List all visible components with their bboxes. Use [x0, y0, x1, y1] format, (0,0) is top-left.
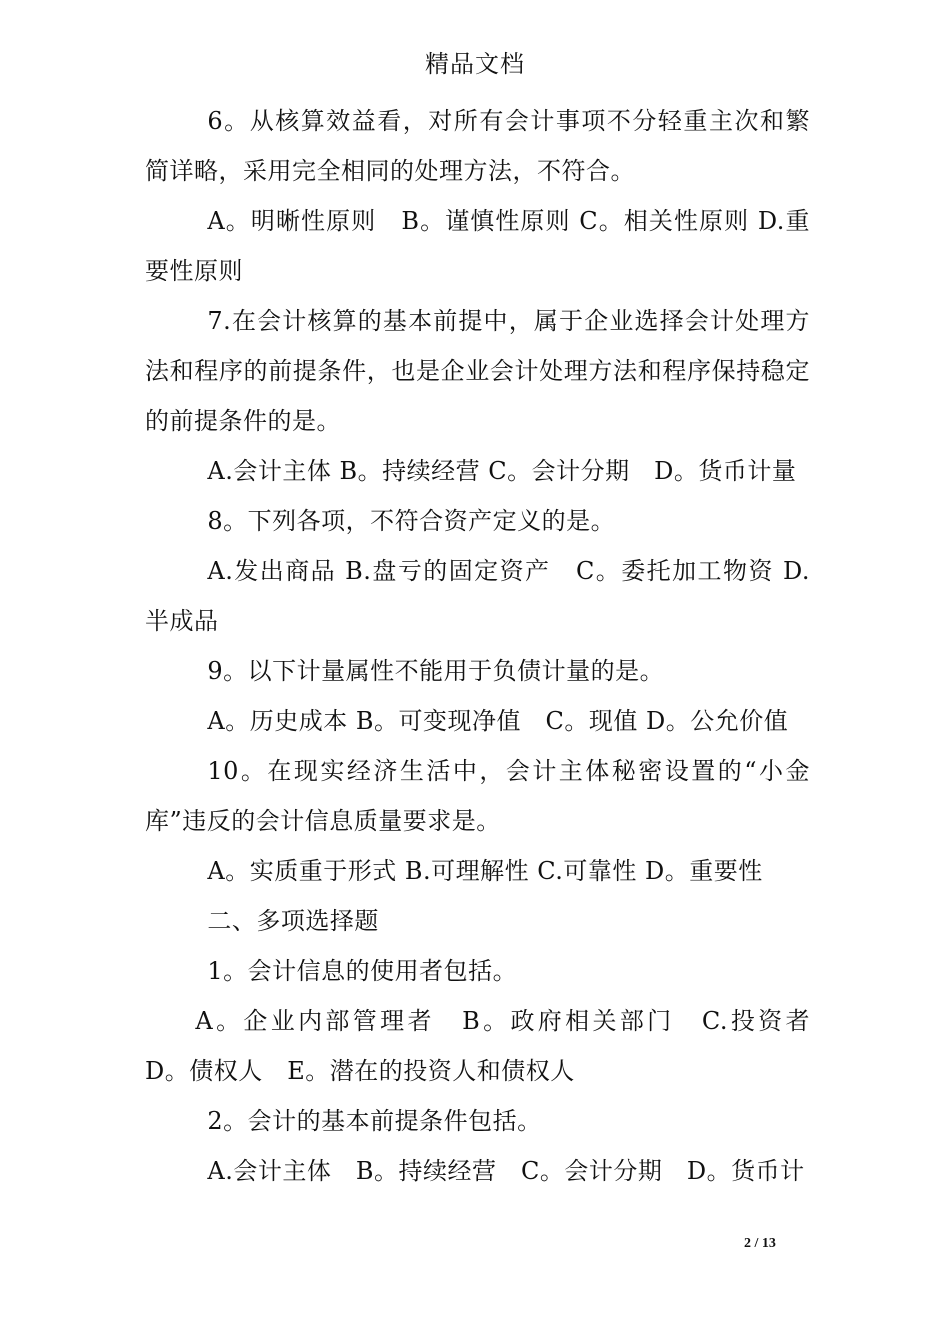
question-10-options: A。实质重于形式 B.可理解性 C.可靠性 D。重要性: [207, 857, 763, 885]
question-7-options: A.会计主体 B。持续经营 C。会计分期 D。货币计量: [207, 457, 797, 485]
mc-question-2-options: A.会计主体 B。持续经营 C。会计分期 D。货币计: [207, 1157, 805, 1185]
question-8-options: A.发出商品 B.盘亏的固定资产 C。委托加工物资 D.半成品: [145, 557, 810, 635]
page-header-title: 精品文档: [425, 50, 525, 78]
question-9-options: A。历史成本 B。可变现净值 C。现值 D。公允价值: [207, 707, 789, 735]
mc-question-2-stem: 2。会计的基本前提条件包括。: [207, 1107, 542, 1135]
page-number: 2 / 13: [744, 1236, 776, 1251]
section-heading-multiple-choice: 二、多项选择题: [207, 907, 379, 935]
mc-question-1-stem: 1。会计信息的使用者包括。: [207, 957, 518, 985]
document-body: [145, 96, 835, 1196]
question-7-stem: 7.在会计核算的基本前提中，属于企业选择会计处理方法和程序的前提条件，也是企业会计处理方法和程序保持稳定的前提条件的是。: [145, 307, 810, 435]
question-6-options: A。明晰性原则 B。谨慎性原则 C。相关性原则 D.重要性原则: [145, 207, 810, 285]
question-8-stem: 8。下列各项，不符合资产定义的是。: [207, 507, 616, 535]
question-9-stem: 9。以下计量属性不能用于负债计量的是。: [207, 657, 665, 685]
question-6-stem: 6。从核算效益看，对所有会计事项不分轻重主次和繁简详略，采用完全相同的处理方法，不符合。: [145, 107, 810, 185]
mc-question-1-options: A。企业内部管理者 B。政府相关部门 C.投资者 D。债权人 E。潜在的投资人和债权人: [145, 1007, 835, 1085]
question-10-stem: 10。在现实经济生活中，会计主体秘密设置的“小金库”违反的会计信息质量要求是。: [145, 757, 810, 835]
